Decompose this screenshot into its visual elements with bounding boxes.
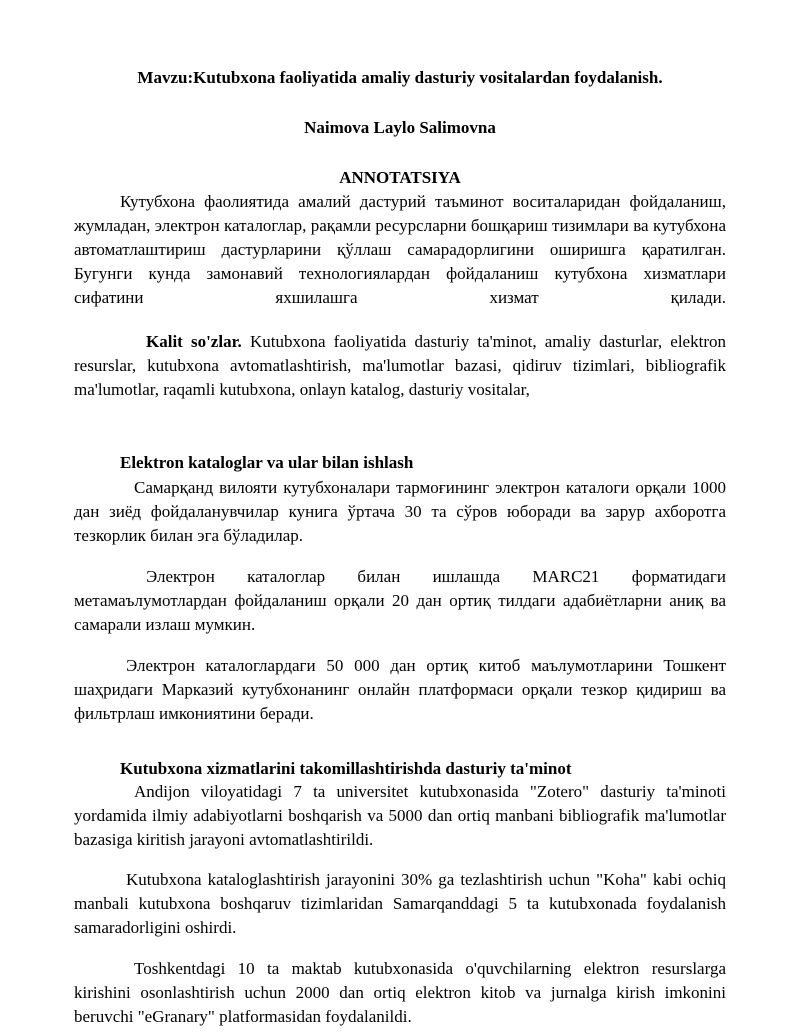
section2-paragraph-1: Andijon viloyatidagi 7 ta universitet kutubxonasida "Zotero" dasturiy ta'minoti yordamida ilmiy adabiyotlarni boshqarish va 5000 dan ortiq manbani bibliografik ma'lumotlar bazasiga kiritish jarayoni avtomatlashtirildi. xyxy=(74,782,726,849)
topic-title: Mavzu:Kutubxona faoliyatida amaliy dasturiy vositalardan foydalanish. xyxy=(137,68,663,87)
keywords-label: Kalit so'zlar. xyxy=(146,332,242,351)
section1-paragraph-3: Электрон каталоглардаги 50 000 дан ортиқ китоб маълумотларини Тошкент шаҳридаги Марказий кутубхонанинг онлайн платформаси орқали тезкор қидириш ва фильтрлаш имкониятини беради. xyxy=(74,656,726,723)
section1-paragraph-2: Электрон каталоглар билан ишлашда MARC21 форматидаги метамаълумотлардан фойдаланиш орқали 20 дан ортиқ тилдаги адабиётларни аниқ ва самарали излаш мумкин. xyxy=(74,567,726,634)
section1-paragraph-1: Самарқанд вилояти кутубхоналари тармоғининг электрон каталоги орқали 1000 дан зиёд фойдаланувчилар кунига ўртача 30 та сўров юборади ва зарур ахборотга тезкорлик билан эга бўладилар. xyxy=(74,478,726,545)
section-heading-electronic-catalogs: Elektron kataloglar va ular bilan ishlash xyxy=(120,453,414,472)
section2-paragraph-2: Kutubxona kataloglashtirish jarayonini 30% ga tezlashtirish uchun "Koha" kabi ochiq manbali kutubxona boshqaruv tizimlaridan Samarqanddagi 5 ta kutubxonada foydalanish samaradorligini oshirdi. xyxy=(74,870,726,937)
section-heading-software-services: Kutubxona xizmatlarini takomillashtirishda dasturiy ta'minot xyxy=(120,759,572,778)
keywords-paragraph xyxy=(74,330,726,402)
keywords-text: Kutubxona faoliyatida dasturiy ta'minot, amaliy dasturlar, elektron resurslar, kutubxona avtomatlashtirish, ma'lumotlar bazasi, qidiruv tizimlari, bibliografik ma'lumotlar, raqamli kutubxona, onlayn katalog, dasturiy vositalar, xyxy=(74,332,726,399)
annotation-paragraph: Кутубхона фаолиятида амалий дастурий таъминот воситаларидан фойдаланиш, жумладан, электрон каталоглар, рақамли ресурсларни бошқариш тизимлари ва кутубхона автоматлаштириш дастурларини қўллаш самарадорлигини оширишга қаратилган. Бугунги кунда замонавий технологиялардан фойдаланиш кутубхона хизматлари сифатини яхшилашга хизмат қилади. xyxy=(74,192,726,307)
annotation-title: ANNOTATSIYA xyxy=(339,168,461,187)
author-name: Naimova Laylo Salimovna xyxy=(304,118,496,137)
section2-paragraph-3: Toshkentdagi 10 ta maktab kutubxonasida o'quvchilarning elektron resurslarga kirishini osonlashtirish uchun 2000 dan ortiq elektron kitob va jurnalga kirish imkonini beruvchi "eGranary" platformasidan foydalanildi. xyxy=(74,959,726,1026)
